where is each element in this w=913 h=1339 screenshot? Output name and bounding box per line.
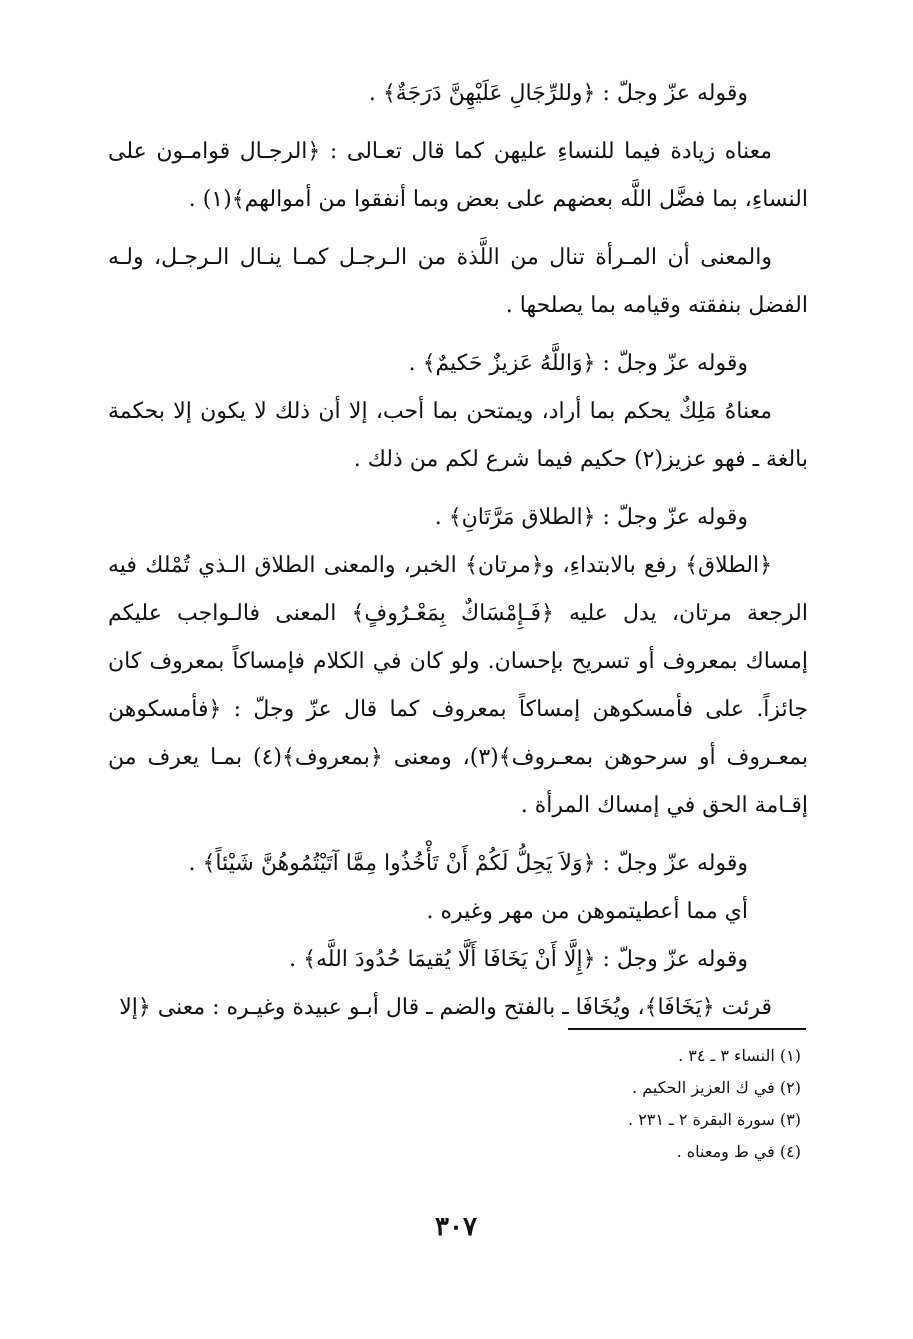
footnote: (١) النساء ٣ ـ ٣٤ .	[678, 1046, 801, 1065]
verse-heading: وقوله عزّ وجلّ : ﴿وللرِّجَالِ عَلَيْهِنَّ دَرَجَةٌ﴾ .	[368, 81, 748, 106]
footnote-divider	[568, 1028, 806, 1030]
footnote: (٣) سورة البقرة ٢ ـ ٢٣١ .	[628, 1110, 801, 1129]
paragraph: والمعنى أن المـرأة تنال من اللَّذة من الـرجـل كمـا ينـال الـرجـل، ولـه الفضل بنفقته وقيامه بما يصلحها .	[108, 245, 808, 318]
paragraph: ﴿الطلاق﴾ رفع بالابتداءِ، و﴿مرتان﴾ الخبر، والمعنى الطلاق الـذي تُمْلك فيه الرجعة مرتان، يدل عليه ﴿فَـإِمْسَاكٌ بِمَعْـرُوفٍ﴾ المعنى فالـواجب عليكم إمساك بمعروف أو تسريح بإحسان. ولو كان في الكلام فإمساكاً بمعروف كان جائزاً. على فأمسكوهن إمساكاً بمعروف كما قال عزّ وجلّ : ﴿فأمسكوهن بمعـروف أو سرحوهن بمعـروف﴾(٣)، ومعنى ﴿بمعروف﴾(٤) بمـا يعرف من إقـامة الحق في إمساك المرأة .	[108, 553, 808, 818]
paragraph: أي مما أعطيتموهن من مهر وغيره .	[426, 899, 748, 924]
main-text	[108, 70, 808, 1032]
page-number: ٣٠٧	[435, 1212, 477, 1242]
paragraph: معناهُ مَلِكٌ يحكم بما أراد، ويمتحن بما أحب، إلا أن ذلك لا يكون إلا بحكمة بالغة ـ فهو عزيز(٢) حكيم فيما شرع لكم من ذلك .	[108, 399, 808, 472]
footnotes	[301, 1040, 801, 1168]
verse-heading: وقوله عزّ وجلّ : ﴿إِلَّا أَنْ يَخَافَا أَلَّا يُقيمَا حُدُودَ اللَّه﴾ .	[289, 947, 748, 972]
footnote: (٤) في ط ومعناه .	[676, 1142, 801, 1161]
paragraph: معناه زيادة فيما للنساءِ عليهن كما قال تعـالى : ﴿الرجـال قوامـون على النساءِ، بما فضَّل اللَّه بعضهم على بعض وبما أنفقوا من أموالهم﴾(١) .	[108, 139, 808, 212]
paragraph: قرئت ﴿يَخَافَا﴾، ويُخَافَا ـ بالفتح والضم ـ قال أبـو عبيدة وغيـره : معنى ﴿إلا	[119, 995, 772, 1020]
verse-heading: وقوله عزّ وجلّ : ﴿وَاللَّهُ عَزيزٌ حَكيمٌ﴾ .	[408, 351, 748, 376]
verse-heading: وقوله عزّ وجلّ : ﴿وَلاَ يَحِلُّ لَكُمْ أَنْ تَأْخُذُوا مِمَّا آتَيْتُمُوهُنَّ شَيْئاً﴾ .	[188, 851, 748, 876]
verse-heading: وقوله عزّ وجلّ : ﴿الطلاق مَرَّتَانِ﴾ .	[434, 505, 748, 530]
footnote: (٢) في ك العزيز الحكيم .	[632, 1078, 801, 1097]
